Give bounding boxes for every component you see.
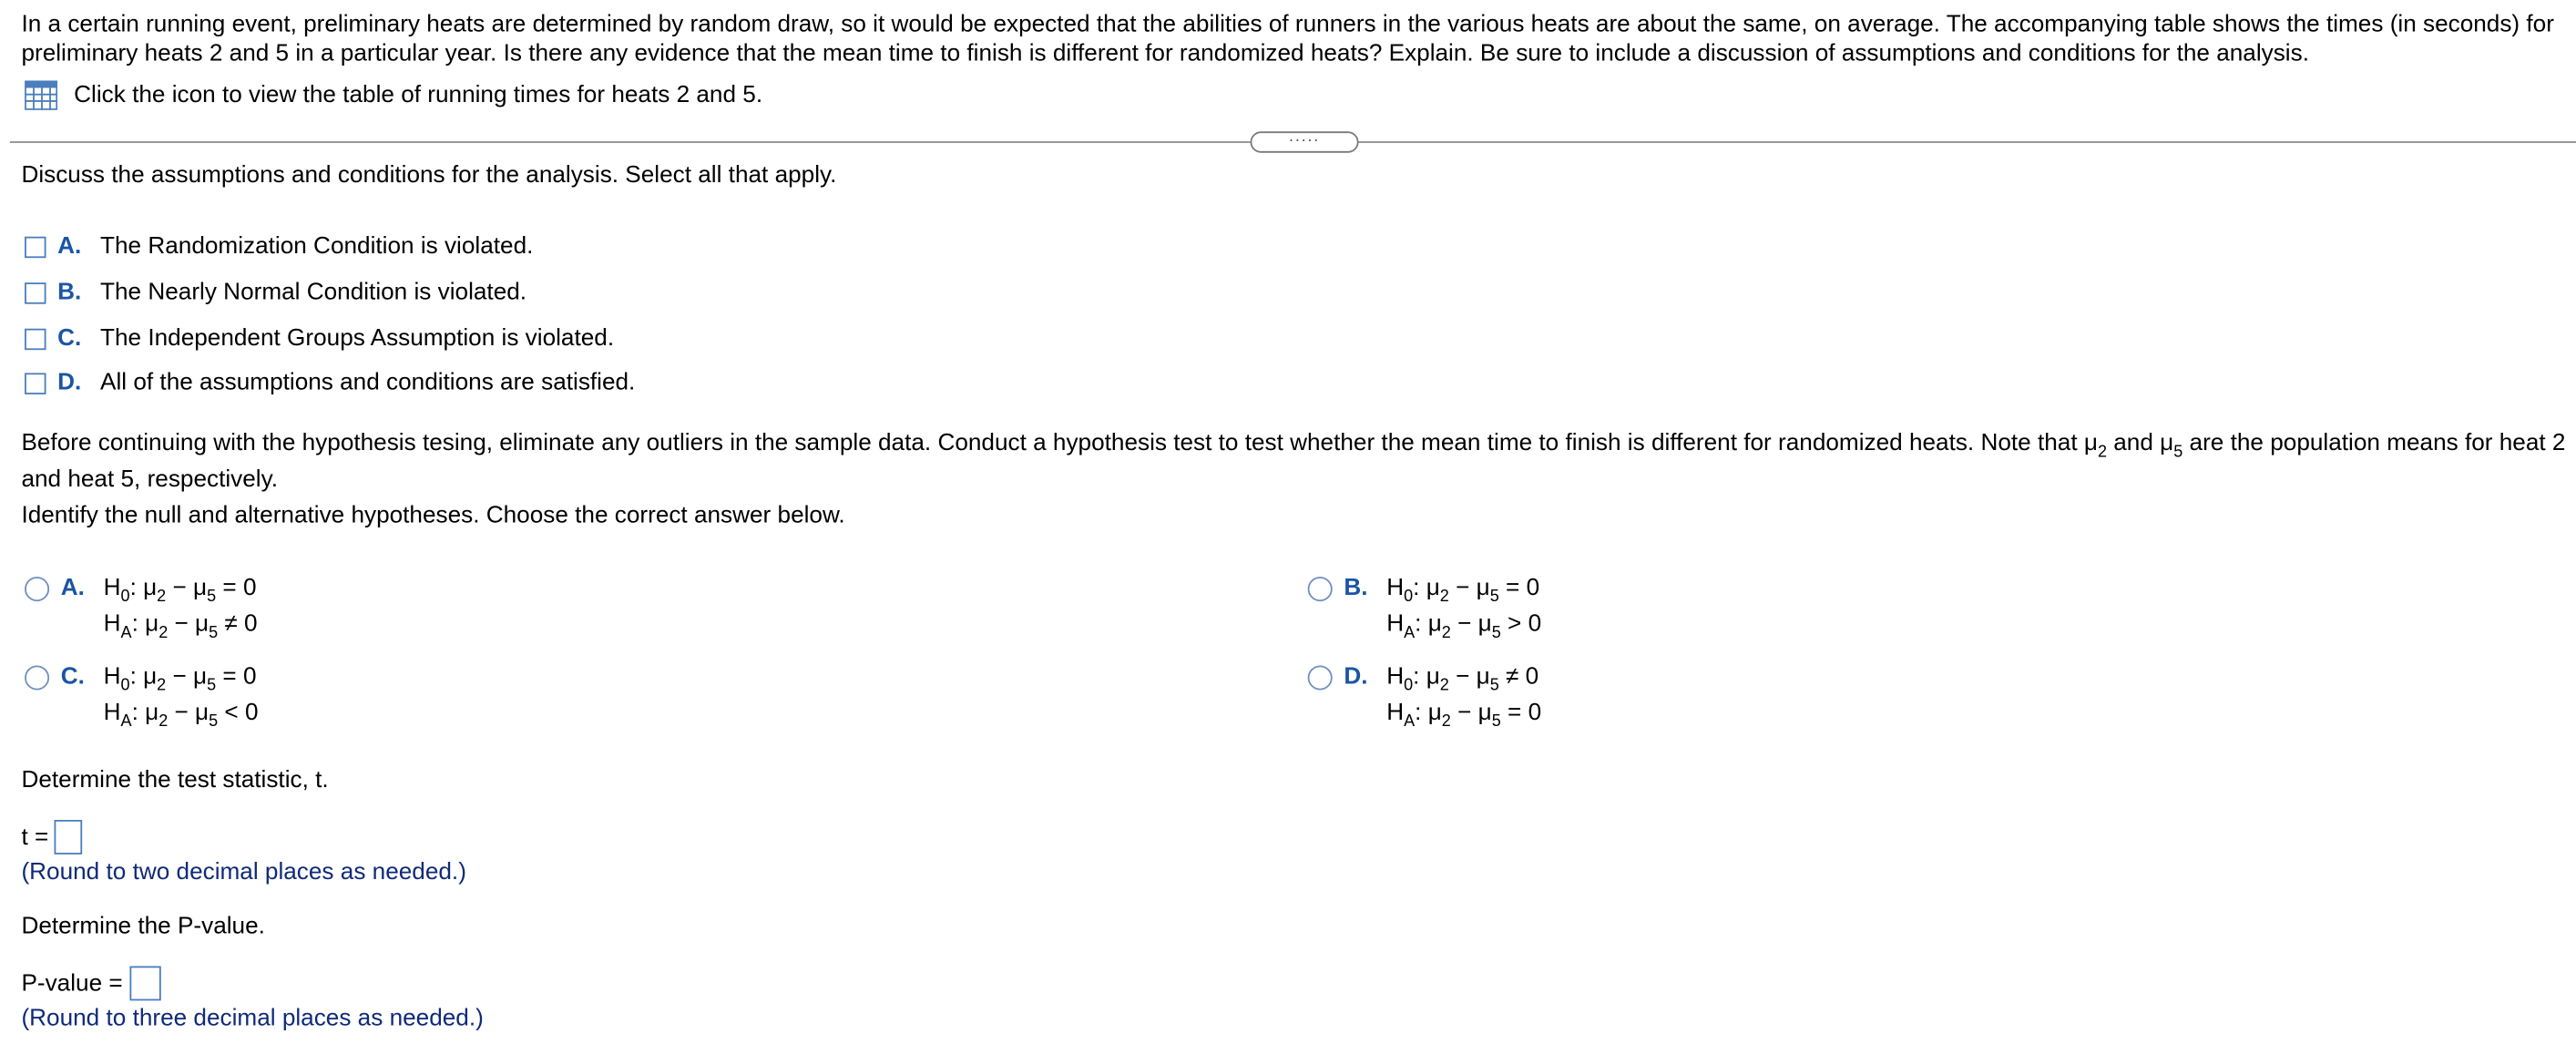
option-text: The Nearly Normal Condition is violated.	[100, 279, 527, 306]
t-rounding-hint: (Round to two decimal places as needed.)	[21, 859, 466, 886]
p-value-rounding-hint: (Round to three decimal places as needed.)	[21, 1005, 484, 1032]
option-letter: B.	[1344, 575, 1368, 602]
intro-line-2: preliminary heats 2 and 5 in a particular year. Is there any evidence that the mean time to finish is different for randomized heats? Explain. Be sure to include a discussion of assumptions and conditions for the analysis.	[21, 41, 2309, 67]
hypothesis-option-a[interactable]	[25, 570, 258, 642]
table-link[interactable]	[25, 80, 762, 109]
test-statistic-row	[21, 820, 81, 855]
hypothesis-option-d[interactable]	[1308, 659, 1541, 731]
p-value-label: P-value =	[21, 970, 123, 997]
alt-hypothesis: $H_A$: $\mu_2 - \mu_5 \ne 0$	[103, 610, 258, 643]
and-word: and	[2113, 430, 2153, 457]
radio-c[interactable]	[25, 665, 49, 690]
option-text: The Independent Groups Assumption is violated.	[100, 325, 615, 352]
checkbox-a[interactable]	[25, 236, 46, 257]
assumption-option-a[interactable]	[25, 231, 533, 261]
assumptions-prompt: Discuss the assumptions and conditions for the analysis. Select all that apply.	[21, 162, 837, 189]
checkbox-b[interactable]	[25, 281, 46, 302]
radio-d[interactable]	[1308, 665, 1333, 690]
assumption-option-b[interactable]	[25, 278, 526, 307]
hypothesis-instructions	[21, 429, 2568, 531]
radio-b[interactable]	[1308, 576, 1333, 600]
instructions-text-2: are the population means for heat 2	[2189, 430, 2566, 457]
intro-line-1: In a certain running event, preliminary heats are determined by random draw, so it would be expected that the abilities of runners in the various heats are about the same, on average. The accompanying table shows the times (in seconds) for	[21, 11, 2554, 38]
p-value-row	[21, 967, 160, 1001]
null-hypothesis: $H_0$: $\mu_2 - \mu_5 = 0$	[103, 663, 257, 695]
mu5-symbol: $\mu_5$	[2160, 430, 2183, 462]
instructions-line-1	[21, 429, 2568, 462]
option-letter: A.	[60, 575, 85, 602]
instructions-line-2: and heat 5, respectively.	[21, 466, 279, 494]
t-label: t =	[21, 824, 49, 851]
null-hypothesis: $H_0$: $\mu_2 - \mu_5 = 0$	[1386, 575, 1540, 607]
identify-prompt: Identify the null and alternative hypotheses. Choose the correct answer below.	[21, 502, 845, 529]
option-letter: D.	[57, 369, 82, 396]
table-grid-icon[interactable]	[25, 80, 57, 109]
assumption-option-d[interactable]	[25, 368, 635, 397]
option-text: The Randomization Condition is violated.	[100, 233, 534, 260]
option-letter: B.	[57, 279, 82, 306]
option-text: All of the assumptions and conditions are satisfied.	[100, 369, 636, 396]
expand-toggle-button[interactable]: .....	[1251, 131, 1359, 152]
question-intro	[21, 10, 2560, 69]
t-answer-input[interactable]	[54, 820, 82, 855]
table-link-text[interactable]: Click the icon to view the table of running times for heats 2 and 5.	[74, 82, 763, 109]
alt-hypothesis: $H_A$: $\mu_2 - \mu_5 < 0$	[103, 700, 259, 732]
alt-hypothesis: $H_A$: $\mu_2 - \mu_5 > 0$	[1386, 610, 1542, 643]
hypothesis-option-b[interactable]	[1308, 570, 1541, 642]
test-statistic-prompt: Determine the test statistic, t.	[21, 767, 329, 794]
option-letter: D.	[1344, 663, 1368, 691]
instructions-text: Before continuing with the hypothesis tesing, eliminate any outliers in the sample data. Conduct a hypothesis test to test whether the mean time to finish is different for randomized heats. Note that	[21, 430, 2078, 457]
alt-hypothesis: $H_A$: $\mu_2 - \mu_5 = 0$	[1386, 700, 1542, 732]
option-letter: C.	[60, 663, 85, 691]
assumption-option-c[interactable]	[25, 323, 614, 353]
p-value-prompt: Determine the P-value.	[21, 913, 265, 940]
hypothesis-option-c[interactable]	[25, 659, 258, 731]
checkbox-d[interactable]	[25, 373, 46, 394]
option-letter: C.	[57, 325, 82, 352]
radio-a[interactable]	[25, 576, 49, 600]
null-hypothesis: $H_0$: $\mu_2 - \mu_5 \ne 0$	[1386, 663, 1539, 695]
p-value-answer-input[interactable]	[129, 967, 160, 1001]
checkbox-c[interactable]	[25, 328, 46, 349]
option-letter: A.	[57, 233, 82, 260]
null-hypothesis: $H_0$: $\mu_2 - \mu_5 = 0$	[103, 575, 257, 607]
mu2-symbol: $\mu_2$	[2083, 430, 2107, 462]
